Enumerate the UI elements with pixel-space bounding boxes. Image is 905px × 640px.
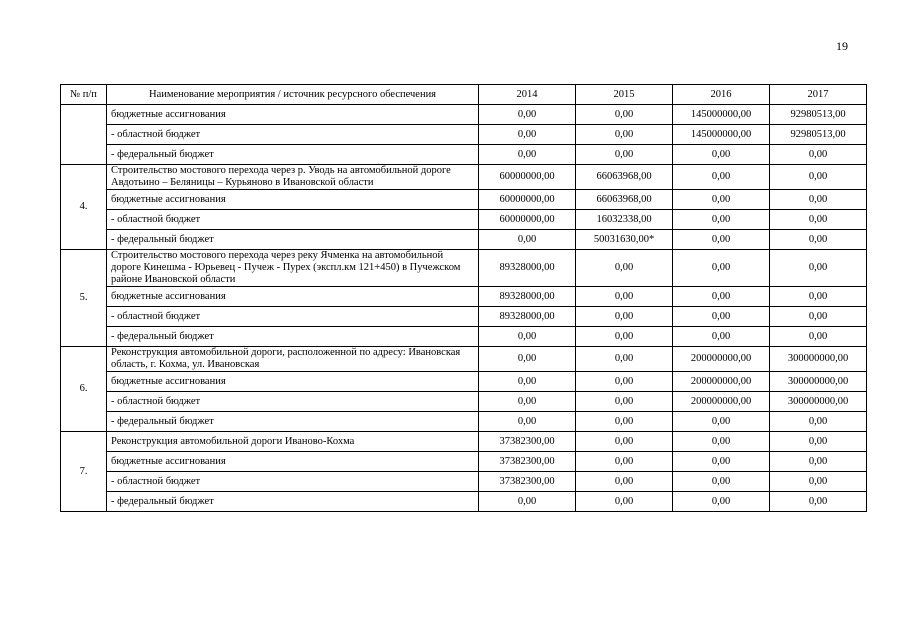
cell-value: 0,00 (770, 472, 867, 492)
cell-value: 0,00 (673, 472, 770, 492)
cell-value: 60000000,00 (479, 190, 576, 210)
row-name: - областной бюджет (107, 472, 479, 492)
row-name: - федеральный бюджет (107, 145, 479, 165)
budget-table (60, 84, 867, 512)
cell-value: 0,00 (770, 250, 867, 287)
cell-value: 0,00 (479, 230, 576, 250)
cell-value: 37382300,00 (479, 432, 576, 452)
row-name: - областной бюджет (107, 307, 479, 327)
cell-value: 0,00 (576, 452, 673, 472)
header-2015: 2015 (576, 85, 673, 105)
cell-value: 0,00 (479, 412, 576, 432)
cell-value: 0,00 (479, 327, 576, 347)
cell-value: 0,00 (576, 250, 673, 287)
table-row (61, 472, 867, 492)
cell-value: 0,00 (770, 452, 867, 472)
table-body (61, 105, 867, 512)
cell-value: 300000000,00 (770, 347, 867, 372)
cell-value: 0,00 (576, 472, 673, 492)
table-row (61, 307, 867, 327)
cell-value: 0,00 (576, 347, 673, 372)
cell-value: 16032338,00 (576, 210, 673, 230)
cell-value: 0,00 (576, 372, 673, 392)
cell-value: 0,00 (576, 125, 673, 145)
cell-value: 145000000,00 (673, 105, 770, 125)
cell-value: 0,00 (770, 412, 867, 432)
row-index: 5. (61, 250, 107, 347)
cell-value: 89328000,00 (479, 250, 576, 287)
table-row (61, 105, 867, 125)
cell-value: 37382300,00 (479, 452, 576, 472)
cell-value: 0,00 (673, 452, 770, 472)
cell-value: 0,00 (576, 307, 673, 327)
cell-value: 0,00 (770, 145, 867, 165)
row-name: бюджетные ассигнования (107, 372, 479, 392)
cell-value: 89328000,00 (479, 287, 576, 307)
cell-value: 0,00 (673, 145, 770, 165)
row-index: 7. (61, 432, 107, 512)
cell-value: 0,00 (576, 412, 673, 432)
row-name: Строительство мостового перехода через р. Уводь на автомобильной дороге Авдотьино – Беляницы – Курьяново в Ивановской области (107, 165, 479, 190)
table-row (61, 372, 867, 392)
cell-value: 37382300,00 (479, 472, 576, 492)
cell-value: 92980513,00 (770, 105, 867, 125)
cell-value: 0,00 (673, 412, 770, 432)
table-row (61, 392, 867, 412)
cell-value: 300000000,00 (770, 392, 867, 412)
table-row (61, 230, 867, 250)
row-name: Строительство мостового перехода через реку Ячменка на автомобильной дороге Кинешма - Юрьевец - Пучеж - Пурех (экспл.км 121+450) в Пучежском районе Ивановской области (107, 250, 479, 287)
cell-value: 0,00 (479, 145, 576, 165)
header-2016: 2016 (673, 85, 770, 105)
cell-value: 0,00 (479, 492, 576, 512)
cell-value: 300000000,00 (770, 372, 867, 392)
table-row (61, 412, 867, 432)
row-name: бюджетные ассигнования (107, 190, 479, 210)
cell-value: 145000000,00 (673, 125, 770, 145)
cell-value: 0,00 (673, 307, 770, 327)
table-header-row (61, 85, 867, 105)
cell-value: 200000000,00 (673, 347, 770, 372)
cell-value: 0,00 (479, 347, 576, 372)
row-index: 6. (61, 347, 107, 432)
cell-value: 0,00 (576, 327, 673, 347)
cell-value: 0,00 (673, 327, 770, 347)
cell-value: 0,00 (770, 287, 867, 307)
cell-value: 0,00 (479, 392, 576, 412)
row-name: - областной бюджет (107, 125, 479, 145)
table-row (61, 492, 867, 512)
row-name: бюджетные ассигнования (107, 287, 479, 307)
row-name: бюджетные ассигнования (107, 105, 479, 125)
page-number: 19 (836, 39, 848, 53)
cell-value: 0,00 (673, 250, 770, 287)
cell-value: 0,00 (576, 145, 673, 165)
cell-value: 89328000,00 (479, 307, 576, 327)
cell-value: 0,00 (673, 165, 770, 190)
table-row (61, 190, 867, 210)
table-row (61, 347, 867, 372)
cell-value: 0,00 (770, 230, 867, 250)
cell-value: 0,00 (770, 210, 867, 230)
cell-value: 200000000,00 (673, 392, 770, 412)
table-row (61, 432, 867, 452)
row-name: - федеральный бюджет (107, 492, 479, 512)
cell-value: 0,00 (770, 190, 867, 210)
cell-value: 0,00 (770, 432, 867, 452)
cell-value: 0,00 (576, 287, 673, 307)
cell-value: 0,00 (576, 392, 673, 412)
row-name: Реконструкция автомобильной дороги, расположенной по адресу: Ивановская область, г. Кохма, ул. Ивановская (107, 347, 479, 372)
row-index (61, 105, 107, 165)
row-name: - федеральный бюджет (107, 230, 479, 250)
row-name: - федеральный бюджет (107, 412, 479, 432)
table-row (61, 452, 867, 472)
cell-value: 0,00 (673, 210, 770, 230)
table-row (61, 287, 867, 307)
cell-value: 66063968,00 (576, 190, 673, 210)
cell-value: 60000000,00 (479, 165, 576, 190)
cell-value: 0,00 (673, 230, 770, 250)
cell-value: 60000000,00 (479, 210, 576, 230)
cell-value: 0,00 (770, 492, 867, 512)
table-row (61, 125, 867, 145)
cell-value: 50031630,00* (576, 230, 673, 250)
cell-value: 92980513,00 (770, 125, 867, 145)
header-name: Наименование мероприятия / источник ресурсного обеспечения (107, 85, 479, 105)
table-row (61, 210, 867, 230)
cell-value: 0,00 (770, 307, 867, 327)
row-name: бюджетные ассигнования (107, 452, 479, 472)
table-row (61, 327, 867, 347)
cell-value: 200000000,00 (673, 372, 770, 392)
cell-value: 0,00 (576, 105, 673, 125)
cell-value: 0,00 (770, 165, 867, 190)
row-name: - областной бюджет (107, 210, 479, 230)
table-row (61, 145, 867, 165)
cell-value: 0,00 (479, 125, 576, 145)
header-index: № п/п (61, 85, 107, 105)
header-2014: 2014 (479, 85, 576, 105)
row-name: - областной бюджет (107, 392, 479, 412)
header-2017: 2017 (770, 85, 867, 105)
table-row (61, 250, 867, 287)
table-row (61, 165, 867, 190)
row-name: - федеральный бюджет (107, 327, 479, 347)
row-name: Реконструкция автомобильной дороги Иваново-Кохма (107, 432, 479, 452)
cell-value: 0,00 (673, 287, 770, 307)
cell-value: 0,00 (770, 327, 867, 347)
cell-value: 0,00 (479, 372, 576, 392)
cell-value: 0,00 (673, 492, 770, 512)
cell-value: 0,00 (673, 432, 770, 452)
cell-value: 0,00 (673, 190, 770, 210)
cell-value: 0,00 (576, 492, 673, 512)
cell-value: 66063968,00 (576, 165, 673, 190)
row-index: 4. (61, 165, 107, 250)
cell-value: 0,00 (479, 105, 576, 125)
cell-value: 0,00 (576, 432, 673, 452)
